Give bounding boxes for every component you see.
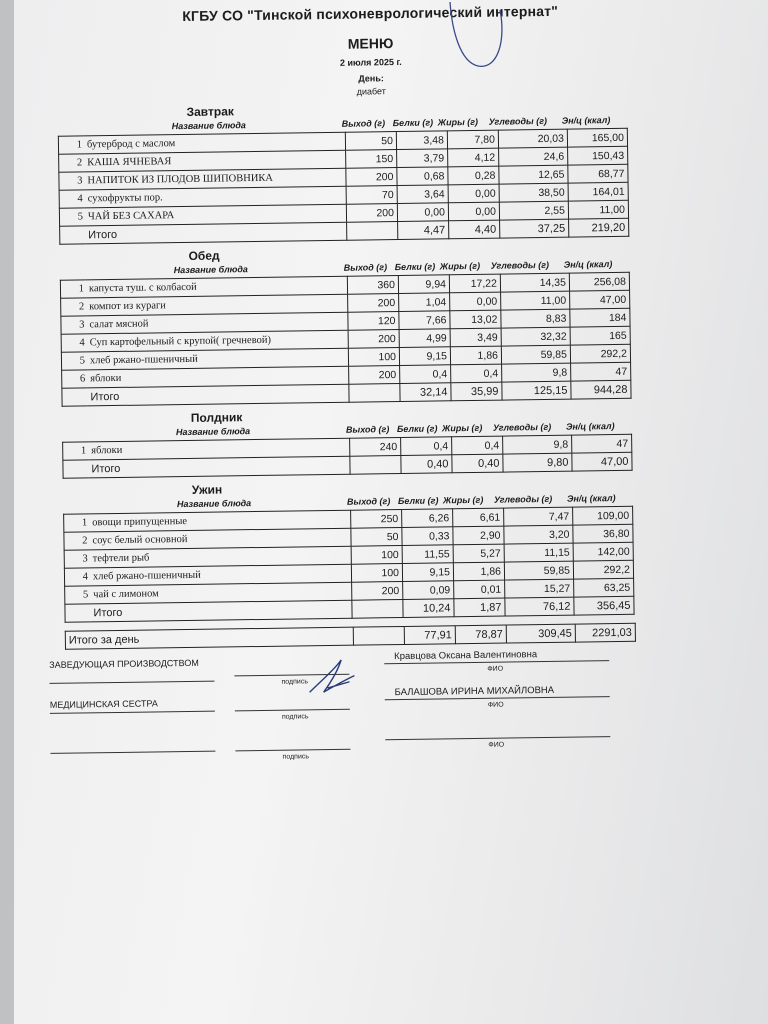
name-caption: ФИО [487,701,504,709]
meal-total-energy: 356,45 [574,596,634,615]
column-header-fat: Жиры (г) [441,422,483,434]
dish-carbs: 12,65 [499,165,568,184]
meal-total-label: Итого [90,600,352,622]
dish-energy: 256,08 [569,272,629,291]
dish-name: КАША ЯЧНЕВАЯ [84,150,346,172]
dish-name: тефтели рыб [90,546,352,568]
dish-name: НАПИТОК ИЗ ПЛОДОВ ШИПОВНИКА [84,168,346,190]
dish-yield: 200 [346,204,397,223]
total-number-cell [65,604,91,622]
total-number-cell [60,226,86,244]
dish-fat: 0,4 [452,436,503,455]
menu-document [40,0,711,776]
meal-total-protein: 0,40 [401,455,452,474]
dish-protein: 9,94 [398,275,449,294]
signature-line [235,749,350,752]
meal-section [41,98,703,245]
dish-name: хлеб ржано-пшеничный [90,564,352,586]
name-line [385,736,610,740]
meal-total-carbs: 9,80 [503,453,572,472]
dish-protein: 0,68 [397,167,448,186]
dish-number: 4 [64,568,90,586]
column-header-protein: Белки (г) [396,423,438,435]
dish-number: 3 [64,550,90,568]
dish-fat: 5,27 [453,544,504,563]
dish-name: яблоки [88,438,350,460]
meal-title: Обед [188,248,220,263]
dish-carbs: 59,85 [504,561,573,580]
dish-fat: 0,00 [450,292,501,311]
dish-protein: 3,48 [396,131,447,150]
dish-yield: 200 [348,330,399,349]
meal-total-protein: 32,14 [400,383,451,402]
dish-protein: 6,26 [402,509,453,528]
meal-total-yield [352,599,403,618]
meal-total-fat: 0,40 [452,454,503,473]
dish-yield: 200 [352,581,403,600]
dish-energy: 165,00 [567,128,627,147]
meal-total-fat: 1,87 [454,598,505,617]
column-header-yield: Выход (г) [346,496,391,507]
column-header-name: Название блюда [173,264,248,276]
column-header-energy: Эн/ц (ккал) [563,259,613,270]
dish-carbs: 20,03 [498,129,567,148]
signature-role: МЕДИЦИНСКАЯ СЕСТРА [49,698,158,710]
dish-energy: 150,43 [568,146,628,165]
column-header-carbs: Углеводы (г) [490,259,550,271]
column-header-energy: Эн/ц (ккал) [565,421,615,432]
dish-fat: 0,28 [448,166,499,185]
dish-carbs: 8,83 [501,309,570,328]
meal-title: Завтрак [186,104,234,119]
dish-protein: 9,15 [399,347,450,366]
meal-total-energy: 944,28 [571,380,631,399]
total-number-cell [62,388,88,406]
dish-yield: 200 [349,366,400,385]
dish-energy: 292,2 [573,560,633,579]
meal-total-fat: 35,99 [451,382,502,401]
signer-name: БАЛАШОВА ИРИНА МИХАЙЛОВНА [394,684,555,699]
column-header-fat: Жиры (г) [439,260,481,272]
day-total-fat: 78,87 [455,625,506,644]
column-header-name: Название блюда [176,498,252,510]
dish-carbs: 24,6 [499,147,568,166]
meal-section [43,242,705,407]
day-total-row [65,623,635,649]
dish-fat: 0,00 [448,184,499,203]
signatures-block [49,647,711,776]
dish-energy: 165 [570,326,630,345]
total-number-cell [63,460,89,478]
column-header-energy: Эн/ц (ккал) [561,115,611,126]
column-header-name: Название блюда [171,120,246,132]
meal-total-energy: 47,00 [572,452,632,471]
dish-number: 1 [64,514,90,532]
column-header-carbs: Углеводы (г) [492,421,552,433]
dish-energy: 68,77 [568,164,628,183]
column-header-protein: Белки (г) [397,495,439,507]
dish-number: 1 [60,280,86,298]
meal-total-yield [350,456,401,475]
dish-fat: 6,61 [453,508,504,527]
meal-total-carbs: 125,15 [502,381,571,400]
dish-name: овощи припущенные [89,510,351,532]
meal-total-energy: 219,20 [569,218,629,237]
dish-yield: 200 [346,168,397,187]
dish-fat: 4,12 [448,148,499,167]
dish-carbs: 11,00 [501,291,570,310]
day-total-label: Итого за день [65,627,353,649]
signature-role [50,738,200,740]
dish-number: 1 [63,442,89,460]
meal-total-carbs: 37,25 [500,219,569,238]
signature-caption: подпись [282,753,310,761]
meal-total-protein: 10,24 [403,599,454,618]
column-header-protein: Белки (г) [392,117,434,129]
dish-yield: 50 [345,132,396,151]
column-header-fat: Жиры (г) [442,494,484,506]
dish-energy: 292,2 [570,344,630,363]
day-total-energy: 2291,03 [575,623,635,642]
day-total-yield [353,626,404,645]
dish-yield: 120 [348,312,399,331]
day-label: День: [358,73,384,84]
diet-type: диабет [356,86,386,97]
dish-protein: 3,79 [397,149,448,168]
meal-total-protein: 4,47 [398,221,449,240]
dish-carbs: 2,55 [499,201,568,220]
meal-total-yield [349,384,400,403]
menu-date: 2 июля 2025 г. [339,56,402,68]
dish-name: ЧАЙ БЕЗ САХАРА [85,204,347,226]
dish-fat: 1,86 [450,346,501,365]
dish-number: 4 [61,334,87,352]
meal-total-yield [347,222,398,241]
dish-number: 6 [62,370,88,388]
dish-number: 1 [58,136,84,154]
dish-name: капуста туш. с колбасой [86,276,348,298]
dish-name: салат мясной [86,312,348,334]
dish-number: 5 [61,352,87,370]
dish-protein: 1,04 [399,293,450,312]
dish-number: 4 [59,190,85,208]
dish-name: яблоки [87,366,349,388]
dish-name: чай с лимоном [90,582,352,604]
dish-energy: 11,00 [568,200,628,219]
dish-number: 5 [65,586,91,604]
dish-fat: 0,4 [451,364,502,383]
dish-number: 2 [61,298,87,316]
dish-carbs: 9,8 [502,363,571,382]
dish-fat: 0,00 [448,202,499,221]
dish-carbs: 9,8 [503,435,572,454]
dish-protein: 7,66 [399,311,450,330]
dish-name: компот из кураги [86,294,348,316]
column-header-carbs: Углеводы (г) [493,493,553,505]
dish-carbs: 3,20 [504,525,573,544]
dish-number: 3 [61,316,87,334]
role-line [50,711,215,714]
meal-total-carbs: 76,12 [505,597,574,616]
dish-energy: 36,80 [573,524,633,543]
meal-total-label: Итого [87,384,349,406]
dish-yield: 50 [351,527,402,546]
meal-total-fat: 4,40 [449,220,500,239]
dish-fat: 0,01 [454,580,505,599]
dish-number: 3 [59,172,85,190]
dish-number: 2 [64,532,90,550]
dish-energy: 109,00 [573,506,633,525]
dish-name: Суп картофельный с крупой( гречневой) [87,330,349,352]
dish-yield: 360 [347,276,398,295]
column-header-carbs: Углеводы (г) [488,115,548,127]
dish-carbs: 15,27 [505,579,574,598]
dish-yield: 150 [346,150,397,169]
meal-title: Полдник [190,410,243,425]
dish-carbs: 32,32 [501,327,570,346]
dish-protein: 0,33 [402,527,453,546]
dish-fat: 1,86 [453,562,504,581]
dish-fat: 3,49 [450,328,501,347]
dish-energy: 47 [571,362,631,381]
document-title: МЕНЮ [347,35,394,52]
dish-protein: 4,99 [399,329,450,348]
dish-yield: 100 [348,348,399,367]
meal-table [63,506,634,623]
column-header-name: Название блюда [175,426,251,438]
dish-protein: 0,00 [397,203,448,222]
name-caption: ФИО [487,665,504,673]
meal-title: Ужин [191,482,223,497]
role-line [50,751,215,754]
dish-name: бутерброд с маслом [84,132,346,154]
meal-section [46,404,707,479]
role-line [49,681,214,684]
dish-protein: 0,4 [400,365,451,384]
signature-line [235,709,350,712]
dish-fat: 13,02 [450,310,501,329]
organization-name: КГБУ СО "Тинской психоневрологический интернат" [182,2,559,25]
dish-carbs: 11,15 [504,543,573,562]
dish-energy: 184 [570,308,630,327]
day-total-protein: 77,91 [404,626,455,645]
dish-fat: 2,90 [453,526,504,545]
meal-table [60,272,632,407]
dish-name: соус белый основной [89,528,351,550]
dish-fat: 7,80 [447,130,498,149]
dish-carbs: 59,85 [501,345,570,364]
column-header-protein: Белки (г) [394,261,436,273]
name-caption: ФИО [488,741,505,749]
dish-name: хлеб ржано-пшеничный [87,348,349,370]
dish-yield: 200 [348,294,399,313]
dish-energy: 47,00 [570,290,630,309]
dish-carbs: 14,35 [500,273,569,292]
meal-total-label: Итого [88,456,350,478]
meal-table [58,128,629,245]
dish-energy: 47 [572,434,632,453]
dish-fat: 17,22 [449,274,500,293]
meals-container [41,98,708,623]
dish-name: сухофрукты пор. [85,186,347,208]
dish-carbs: 38,50 [499,183,568,202]
signer-name: Кравцова Оксана Валентиновна [394,649,538,663]
column-header-fat: Жиры (г) [437,116,479,128]
dish-yield: 70 [346,186,397,205]
dish-energy: 142,00 [573,542,633,561]
dish-protein: 9,15 [402,563,453,582]
column-header-energy: Эн/ц (ккал) [566,493,616,504]
column-header-yield: Выход (г) [345,424,390,435]
dish-carbs: 7,47 [504,507,573,526]
dish-protein: 0,09 [403,581,454,600]
column-header-yield: Выход (г) [343,262,388,273]
pen-mark-icon [440,0,550,80]
column-header-yield: Выход (г) [341,118,386,129]
day-total-table [65,623,636,650]
dish-protein: 3,64 [397,185,448,204]
dish-yield: 250 [351,510,402,529]
signature-caption: подпись [281,678,309,686]
dish-number: 2 [59,154,85,172]
day-total-carbs: 309,45 [506,624,575,643]
dish-yield: 100 [351,545,402,564]
dish-protein: 11,55 [402,545,453,564]
signature-role: ЗАВЕДУЮЩАЯ ПРОИЗВОДСТВОМ [49,657,199,670]
dish-number: 5 [59,208,85,226]
dish-yield: 100 [351,563,402,582]
meal-total-label: Итого [85,222,347,244]
signature-caption: подпись [281,713,309,721]
dish-energy: 164,01 [568,182,628,201]
meal-section [47,476,709,623]
dish-energy: 63,25 [574,578,634,597]
dish-yield: 240 [350,438,401,457]
dish-protein: 0,4 [401,437,452,456]
